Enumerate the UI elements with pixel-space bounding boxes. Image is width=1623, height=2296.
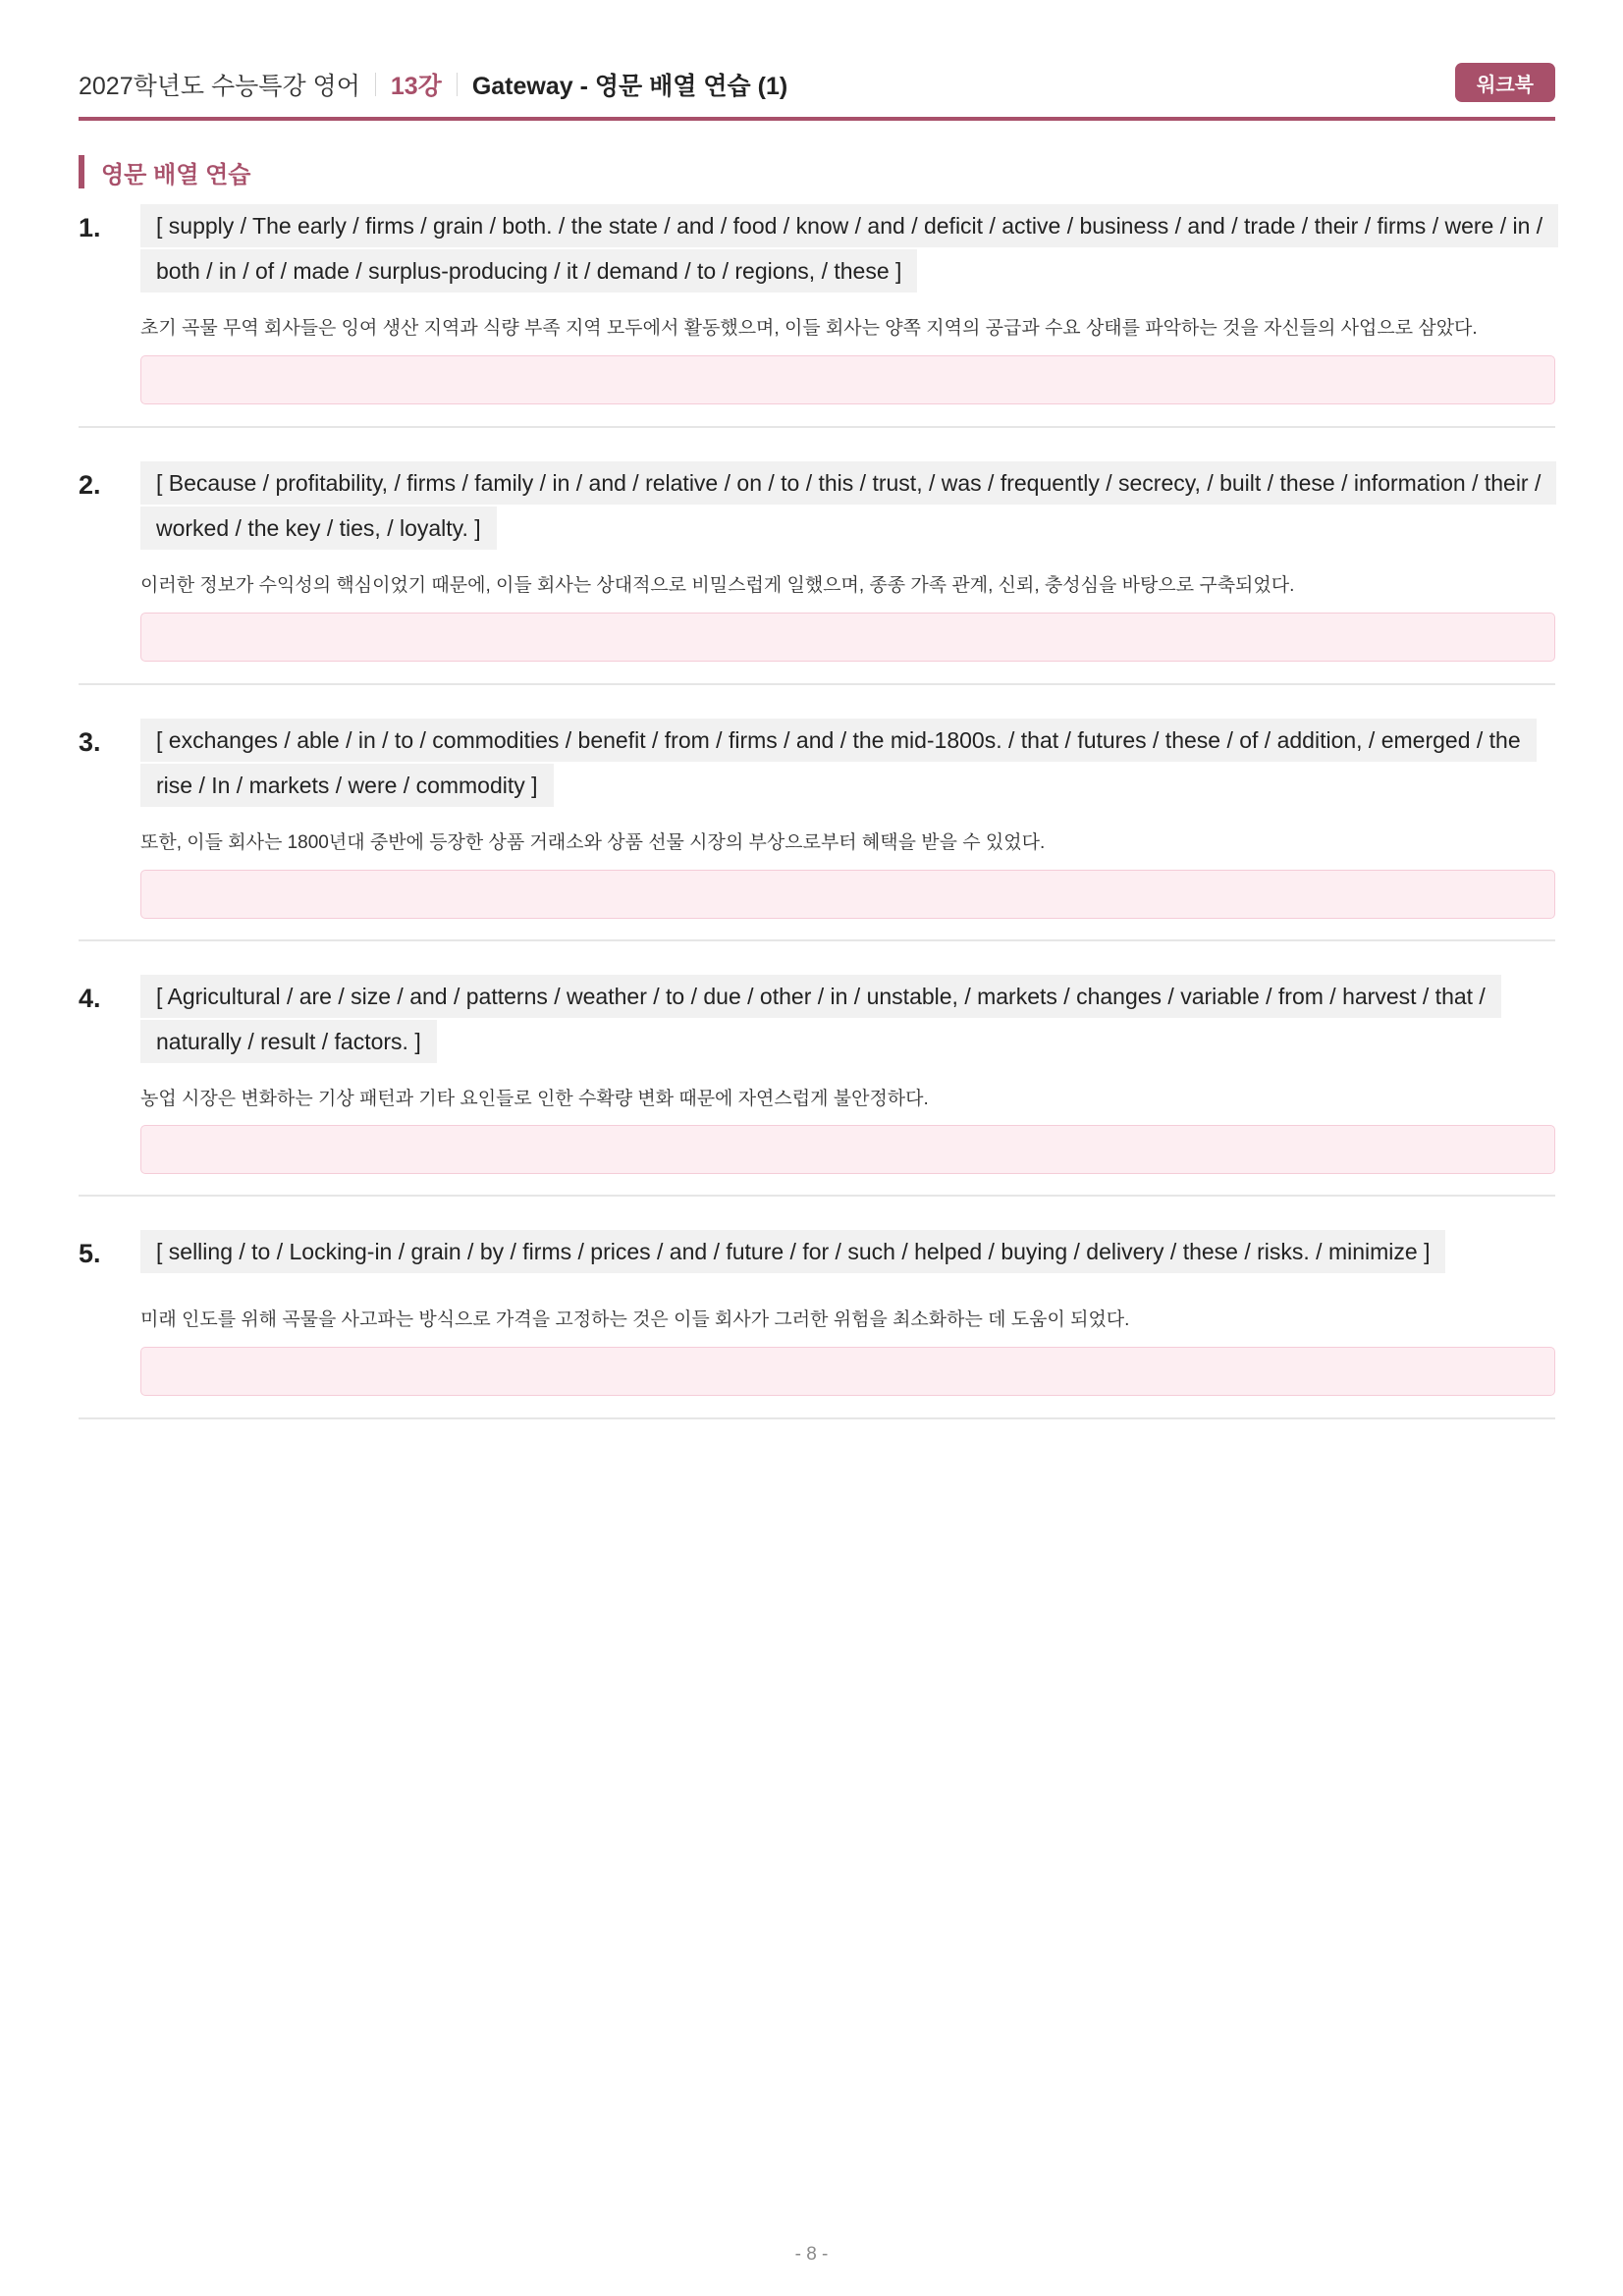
- page-title: Gateway - 영문 배열 연습 (1): [471, 73, 788, 100]
- item-divider: [79, 1417, 1555, 1419]
- item-divider: [79, 1195, 1555, 1197]
- word-bank-text: [ Agricultural / are / size / and / patterns / weather / to / due / other / in / unstable, / markets / changes / variable / from / harvest / that / naturally / result / factors. ]: [140, 975, 1501, 1063]
- book-title: 2027학년도 수능특강 영어: [79, 73, 360, 100]
- item-divider: [79, 426, 1555, 428]
- word-bank: [140, 974, 1555, 1064]
- header-separator: [375, 73, 376, 96]
- korean-translation: 초기 곡물 무역 회사들은 잉여 생산 지역과 식량 부족 지역 모두에서 활동했으며, 이들 회사는 양쪽 지역의 공급과 수요 상태를 파악하는 것을 자신들의 사업으로 삼았다.: [140, 318, 1478, 339]
- word-bank: [140, 460, 1555, 551]
- page-header: [79, 63, 1555, 106]
- answer-input[interactable]: [140, 1347, 1555, 1396]
- section-title: 영문 배열 연습: [79, 155, 250, 188]
- word-bank: [140, 718, 1555, 808]
- item-number: 2.: [79, 470, 101, 500]
- page-number: - 8 -: [794, 2244, 829, 2265]
- answer-input[interactable]: [140, 355, 1555, 404]
- answer-input[interactable]: [140, 613, 1555, 662]
- workbook-badge: 워크북: [1455, 63, 1555, 102]
- word-bank-text: [ supply / The early / firms / grain / both. / the state / and / food / know / and / deficit / active / business / and / trade / their / firms / were / in / both / in / of / made / surplus-producing / it / demand / to / regions, / these ]: [140, 204, 1558, 293]
- item-number: 5.: [79, 1239, 101, 1268]
- korean-translation: 또한, 이들 회사는 1800년대 중반에 등장한 상품 거래소와 상품 선물 시장의 부상으로부터 혜택을 받을 수 있었다.: [140, 832, 1046, 853]
- word-bank: [140, 1229, 1555, 1274]
- item-number: 1.: [79, 213, 101, 242]
- word-bank: [140, 203, 1555, 294]
- answer-input[interactable]: [140, 1125, 1555, 1174]
- header-breadcrumb: [79, 63, 787, 106]
- korean-translation: 농업 시장은 변화하는 기상 패턴과 기타 요인들로 인한 수확량 변화 때문에 자연스럽게 불안정하다.: [140, 1089, 929, 1109]
- answer-input[interactable]: [140, 870, 1555, 919]
- item-number: 3.: [79, 727, 101, 757]
- item-number: 4.: [79, 984, 101, 1013]
- word-bank-text: [ selling / to / Locking-in / grain / by / firms / prices / and / future / for / such / helped / buying / delivery / these / risks. / minimize ]: [140, 1230, 1445, 1273]
- lesson-number: 13강: [390, 73, 442, 100]
- korean-translation: 이러한 정보가 수익성의 핵심이었기 때문에, 이들 회사는 상대적으로 비밀스럽게 일했으며, 종종 가족 관계, 신뢰, 충성심을 바탕으로 구축되었다.: [140, 575, 1295, 596]
- word-bank-text: [ Because / profitability, / firms / family / in / and / relative / on / to / this / trust, / was / frequently / secrecy, / built / these / information / their / worked / the key / ties, / loyalty. ]: [140, 461, 1556, 550]
- word-bank-text: [ exchanges / able / in / to / commodities / benefit / from / firms / and / the mid-1800s. / that / futures / these / of / addition, / emerged / the rise / In / markets / were / commodity ]: [140, 719, 1537, 807]
- header-divider: [79, 117, 1555, 121]
- item-divider: [79, 939, 1555, 941]
- header-separator: [457, 73, 458, 96]
- item-divider: [79, 683, 1555, 685]
- korean-translation: 미래 인도를 위해 곡물을 사고파는 방식으로 가격을 고정하는 것은 이들 회사가 그러한 위험을 최소화하는 데 도움이 되었다.: [140, 1309, 1130, 1330]
